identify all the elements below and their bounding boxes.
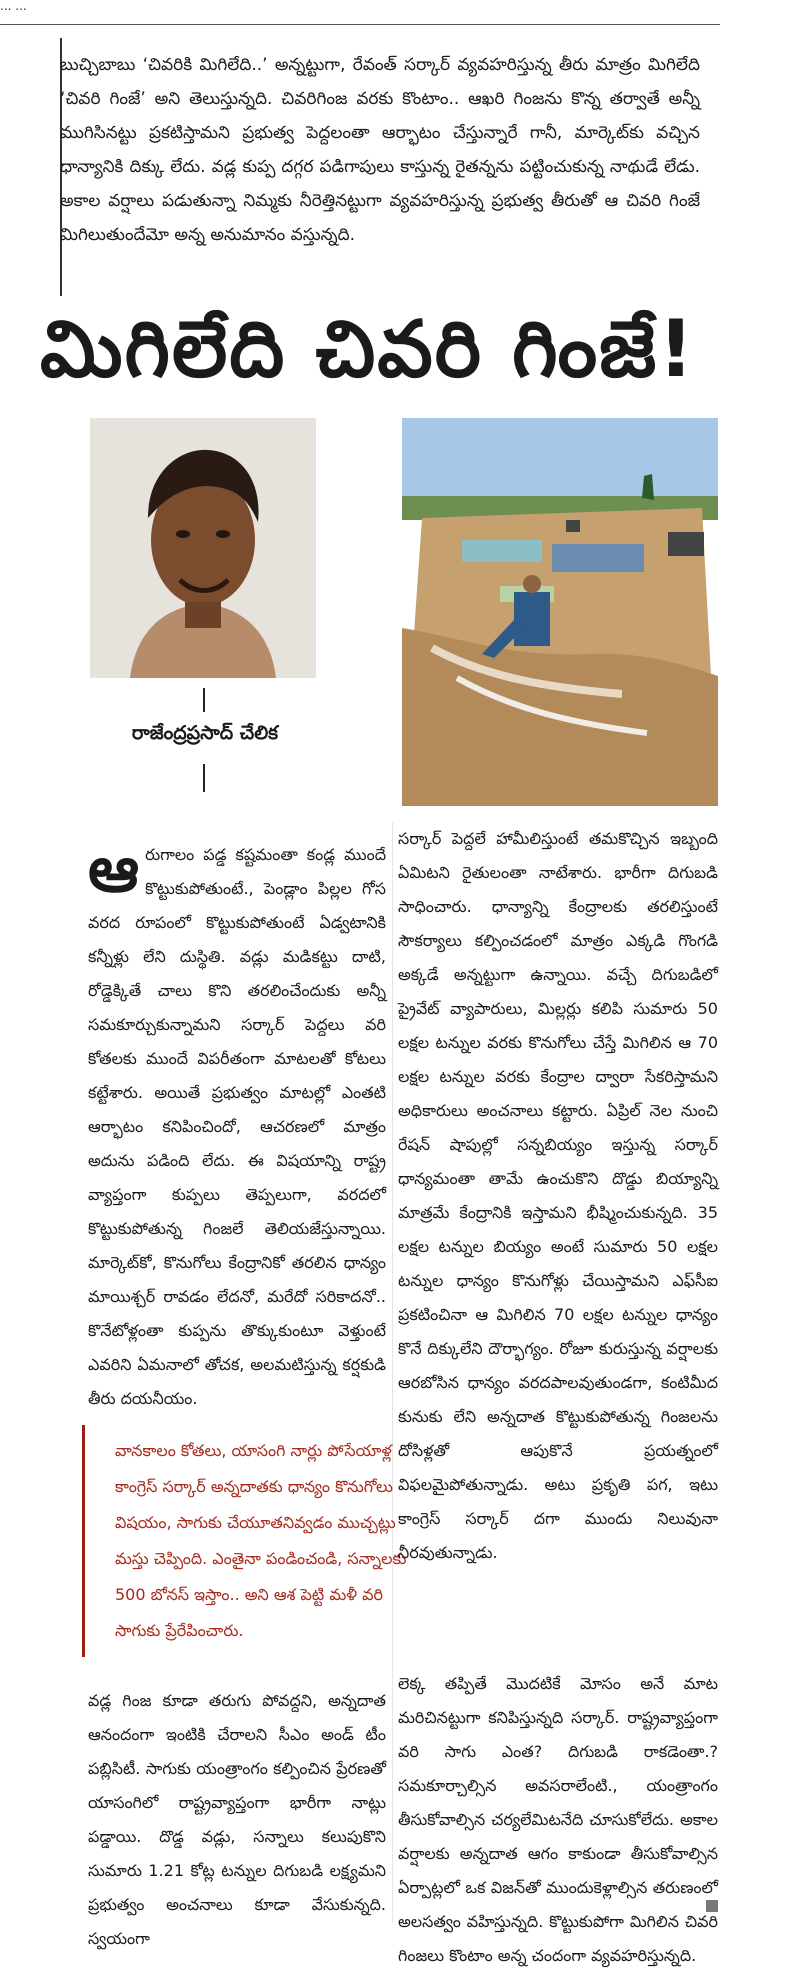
column-left-bottom [88,1684,386,1956]
intro-paragraph: బుచ్చిబాబు ‘చివరికి మిగిలేది..’ అన్నట్టుగా, రేవంత్ సర్కార్ వ్యవహరిస్తున్న తీరు మాత్రం మిగిలేది ‘చివరి గింజే’ అని తెలుస్తున్నది. చివరిగింజ వరకు కొంటాం.. ఆఖరి గింజను కొన్న తర్వాతే అన్నీ ముగిసినట్టు ప్రకటిస్తామని ప్రభుత్వ పెద్దలంతా ఆర్భాటం చేస్తున్నారే గానీ, మార్కెట్‌కు వచ్చిన ధాన్యానికి దిక్కు లేదు. వడ్ల కుప్ప దగ్గర పడిగాపులు కాస్తున్న రైతన్నను పట్టించుకున్న నాథుడే లేడు. అకాల వర్షాలు పడుతున్నా నిమ్మకు నీరెత్తినట్టుగా వ్యవహరిస్తున్న ప్రభుత్వ తీరుతో ఆ చివరి గింజే మిగిలుతుందేమో అన్న అనుమానం వస్తున్నది. [60,55,700,245]
paragraph: లెక్క తప్పితే మొదటికే మోసం అనే మాట మరిచినట్టుగా కనిపిస్తున్నది సర్కార్. రాష్ట్రవ్యాప్తంగా వరి సాగు ఎంత? దిగుబడి రాకడెంతా.? సమకూర్చాల్సిన అవసరాలేంటి., యంత్రాంగం తీసుకోవాల్సిన చర్యలేమిటనేది చూసుకోలేదు. అకాల వర్షాలకు అన్నదాత ఆగం కాకుండా తీసుకోవాల్సిన ఏర్పాట్లలో ఒక విజన్‌తో ముందుకెళ్లాల్సిన తరుణంలో అలసత్వం వహిస్తున్నది. కొట్టుకుపోగా మిగిలిన చివరి గింజలు కొంటాం అన్న చందంగా వ్యవహరిస్తున్నది. [398,1674,718,1965]
paragraph: రుగాలం పడ్డ కష్టమంతా కండ్ల ముందే కొట్టుకుపోతుంటే., పెండ్లాం పిల్లల గోస వరద రూపంలో కొట్టుకుపోతుంటే ఏడ్వటానికి కన్నీళ్లు లేని దుస్థితి. వడ్లు మడికట్టు దాటి, రోడ్డెక్కితే చాలు కొని తరలించేందుకు అన్నీ సమకూర్చుకున్నామని సర్కార్ పెద్దలు వరి కోతలకు ముందే విపరీతంగా మాటలతో కోటలు కట్టేశారు. అయితే ప్రభుత్వం మాటల్లో ఎంతటి ఆర్భాటం కనిపించిందో, ఆచరణలో మాత్రం అదును పడింది లేదు. ఈ విషయాన్ని రాష్ట్ర వ్యాప్తంగా కుప్పలు తెప్పలుగా, వరదలో కొట్టుకుపోతున్న గింజలే తెలియజేస్తున్నాయి. మార్కెట్‌కో, కొనుగోలు కేంద్రానికో తరలిన ధాన్యం మాయిశ్చర్ రావడం లేదనో, మరేదో సరికాదనో.. కొనేటోళ్లంతా కుప్పను తొక్కుకుంటూ వెళ్తుంటే ఎవరిని ఏమనాలో తోచక, అలమటిస్తున్న కర్షకుడి తీరు దయనీయం. [88,845,386,1408]
column-right-top [398,822,718,1570]
author-portrait [90,418,316,678]
paragraph: సర్కార్ పెద్దలే హామీలిస్తుంటే తమకొచ్చిన ఇబ్బంది ఏమిటని రైతులంతా నాటేశారు. భారీగా దిగుబడి సాధించారు. ధాన్యాన్ని కేంద్రాలకు తరలిస్తుంటే సౌకర్యాలు కల్పించడంలో మాత్రం ఎక్కడి గొంగడి అక్కడే అన్నట్టుగా ఉన్నాయి. వచ్చే దిగుబడిలో ప్రైవేట్ వ్యాపారులు, మిల్లర్లు కలిపి సుమారు 50 లక్షల టన్నుల వరకు కొనుగోలు చేస్తే మిగిలిన ఆ 70 లక్షల టన్నుల వరకు కేంద్రాల ద్వారా సేకరిస్తామని అధికారులు అంచనాలు కట్టారు. ఏప్రిల్ నెల నుంచి రేషన్ షాపుల్లో సన్నబియ్యం ఇస్తున్న సర్కార్ ధాన్యమంతా తామే ఉంచుకొని దొడ్డు బియ్యాన్ని మాత్రమే కేంద్రానికి ఇస్తామని భీష్మించుకున్నది. 35 లక్షల టన్నుల బియ్యం అంటే సుమారు 50 లక్షల టన్నుల ధాన్యం కొనుగోళ్లు చేయిస్తామని ఎఫ్‌సీఐ ప్రకటించినా ఆ మిగిలిన 70 లక్షల టన్నుల ధాన్యం కొనే దిక్కులేని దౌర్భాగ్యం. రోజూ కురుస్తున్న వర్షాలకు ఆరబోసిన ధాన్యం వరదపాలవుతుండగా, కంటిమీద కునుకు లేని అన్నదాత కొట్టుకుపోతున్న గింజలను దోసిళ్లతో ఆపుకొనే ప్రయత్నంలో విఫలమైపోతున్నాడు. అటు ప్రకృతి పగ, ఇటు కాంగ్రెస్ సర్కార్ దగా ముందు నిలువునా నీరవుతున్నాడు. [398,829,718,1562]
pull-quote: వానకాలం కోతలు, యాసంగి నార్లు పోసేయాళ్ల కాంగ్రెస్ సర్కార్ అన్నదాతకు ధాన్యం కొనుగోలు విషయం, సాగుకు చేయూతనివ్వడం ముచ్చట్లు మస్తు చెప్పింది. ఎంతైనా పండించండి, సన్నాలకు 500 బోనస్ ఇస్తాం.. అని ఆశ పెట్టి మళీ వరి సాగుకు ప్రేరేపించారు. [82,1425,417,1657]
article-end-mark [706,1900,718,1912]
headline: మిగిలేది చివరి గింజే! [40,305,696,395]
byline-tick [203,764,205,792]
column-left-top [88,833,386,1416]
drop-cap: ఆ [88,833,140,907]
byline-tick [203,688,205,712]
column-right-bottom [398,1667,718,1973]
farmer-collecting-wet-grain-photo [402,418,718,806]
header-strip: ... ... [0,0,720,25]
paragraph: వడ్ల గింజ కూడా తరుగు పోవద్దని, అన్నదాత ఆనందంగా ఇంటికి చేరాలని సీఎం అండ్ టీం పబ్లిసిటీ. సాగుకు యంత్రాంగం కల్పించిన ప్రేరణతో యాసంగిలో రాష్ట్రవ్యాప్తంగా భారీగా నాట్లు పడ్డాయి. దొడ్డ వడ్లు, సన్నాలు కలుపుకొని సుమారు 1.21 కోట్ల టన్నుల దిగుబడి లక్ష్యమని ప్రభుత్వం అంచనాలు కూడా వేసుకున్నది. స్వయంగా [88,1691,386,1948]
byline: రాజేంద్రప్రసాద్ చేలిక [131,722,279,744]
column-divider [392,822,393,1922]
